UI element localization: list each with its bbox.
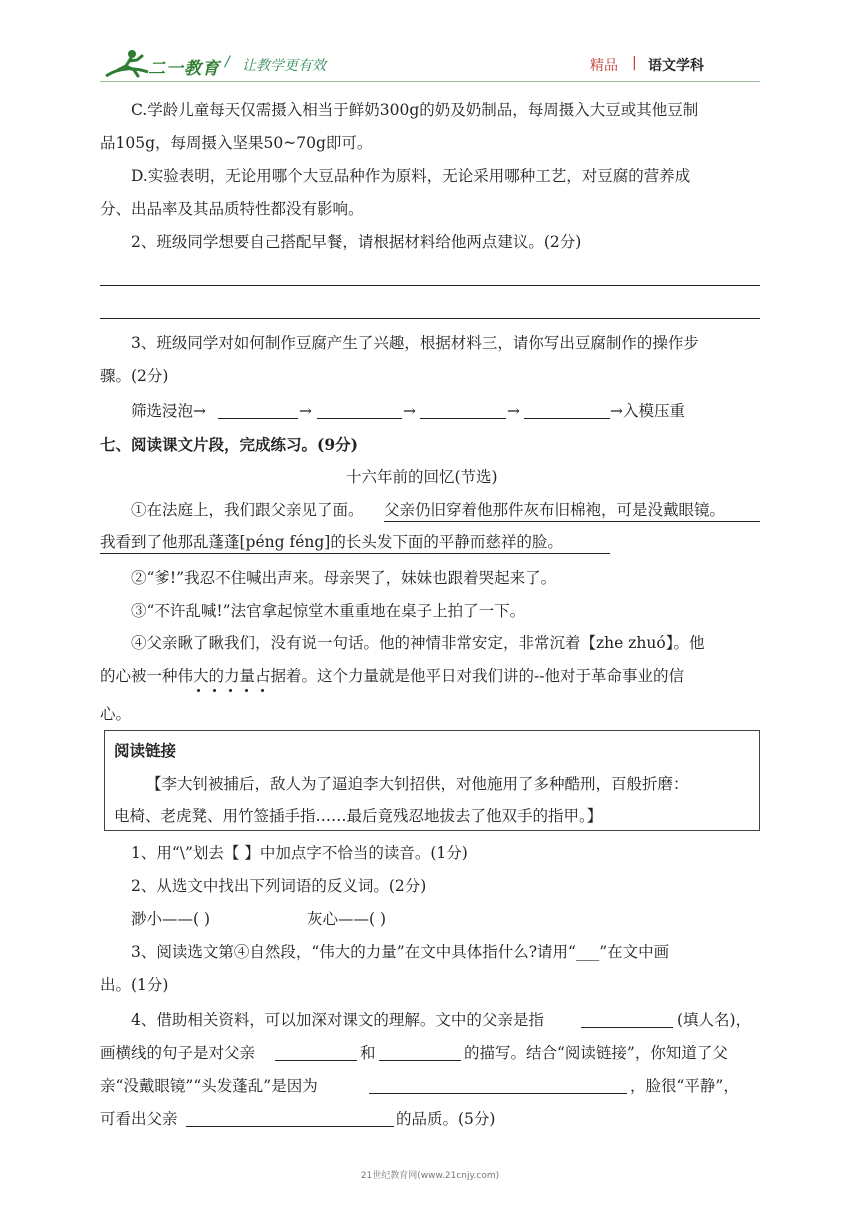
option-d-line1: D.实验表明，无论用哪个大豆品种作为原料，无论采用哪种工艺，对豆腐的营养成 <box>131 167 691 185</box>
tag-premium: 精品 <box>590 58 618 74</box>
paragraph-1b-underlined: 父亲仍旧穿着他那件灰布旧棉袍，可是没戴眼镜。 <box>384 501 726 519</box>
tag-separator: | <box>632 55 637 71</box>
exercise-4-line4b: 的品质。(5分) <box>396 1110 496 1128</box>
page-header <box>0 0 860 90</box>
exercise-4-line1b: (填人名)， <box>677 1011 752 1029</box>
exercise-2: 2、从选文中找出下列词语的反义词。(2分) <box>131 877 427 895</box>
section-7-heading: 七、阅读课文片段，完成练习。(9分) <box>100 435 358 454</box>
reading-link-line1: 【李大钊被捕后，敌人为了逼迫李大钊招供，对他施用了多种酷刑，百般折磨： <box>146 775 689 793</box>
emphasis-dot <box>197 689 200 692</box>
paragraph-4-line3: 心。 <box>100 705 132 723</box>
exercise-4-line3b: ，脸很“平静”， <box>630 1077 739 1095</box>
reading-link-line2: 电椅、老虎凳、用竹签插手指……最后竟残忍地拔去了他双手的指甲。】 <box>114 807 603 825</box>
exercise-4-line1a: 4、借助相关资料，可以加深对课文的理解。文中的父亲是指 <box>131 1011 544 1029</box>
exercise-4-line2c: 的描写。结合“阅读链接”，你知道了父 <box>464 1044 728 1062</box>
slogan: 让教学更有效 <box>242 58 326 74</box>
emphasis-dot <box>245 689 248 692</box>
emphasis-dot <box>213 689 216 692</box>
passage-title: 十六年前的回忆(节选) <box>346 468 498 486</box>
step-arrow-3: → <box>507 402 520 420</box>
exercise-4-line4a: 可看出父亲 <box>100 1110 178 1128</box>
page-footer: 21世纪教育网(www.21cnjy.com) <box>360 1171 500 1181</box>
option-c-line2: 品105g，每周摄入坚果50~70g即可。 <box>100 134 373 152</box>
tag-subject: 语文学科 <box>648 58 704 74</box>
answer-line-2[interactable] <box>100 318 760 319</box>
paragraph-4-line1: ④父亲瞅了瞅我们，没有说一句话。他的神情非常安定，非常沉着【zhe zhuó】。他 <box>131 634 705 652</box>
question-3-line1: 3、班级同学对如何制作豆腐产生了兴趣，根据材料三，请你写出豆腐制作的操作步 <box>131 334 699 352</box>
steps-start: 筛选浸泡→ <box>131 402 206 420</box>
paragraph-1a: ①在法庭上，我们跟父亲见了面。 <box>131 501 364 519</box>
question-3-line2: 骤。(2分) <box>100 367 169 385</box>
blank-description-2[interactable] <box>379 1060 461 1061</box>
exercise-3-line2: 出。(1分) <box>100 976 169 994</box>
answer-line-1[interactable] <box>100 285 760 286</box>
blank-person-name[interactable] <box>581 1027 673 1028</box>
exercise-4-line3a: 亲“没戴眼镜”“头发蓬乱”是因为 <box>100 1077 318 1095</box>
paragraph-1c-underlined: 我看到了他那乱蓬蓬[péng féng]的长头发下面的平静而慈祥的脸。 <box>100 533 563 551</box>
blank-description-1[interactable] <box>275 1060 357 1061</box>
header-divider <box>100 81 760 82</box>
emphasis-dot <box>261 689 264 692</box>
slogan-separator: / <box>225 54 230 70</box>
exercise-4-line2a: 画横线的句子是对父亲 <box>100 1044 256 1062</box>
exercise-3-line1: 3、阅读选文第④自然段，“伟大的力量”在文中具体指什么?请用“___”在文中画 <box>131 943 670 961</box>
option-d-line2: 分、出品率及其品质特性都没有影响。 <box>100 200 364 218</box>
step-blank-3[interactable] <box>420 418 506 419</box>
step-blank-1[interactable] <box>218 418 298 419</box>
paragraph-2: ②“爹!”我忍不住喊出声来。母亲哭了，妹妹也跟着哭起来了。 <box>131 569 557 587</box>
step-blank-4[interactable] <box>524 418 610 419</box>
underline-1 <box>384 521 760 522</box>
blank-reason[interactable] <box>369 1093 627 1094</box>
steps-end: →入模压重 <box>610 402 685 420</box>
option-c-line1: C.学龄儿童每天仅需摄入相当于鲜奶300g的奶及奶制品，每周摄入大豆或其他豆制 <box>131 101 699 119</box>
blank-quality[interactable] <box>186 1126 394 1127</box>
step-blank-2[interactable] <box>317 418 402 419</box>
exercise-2-word-2: 灰心——( ) <box>307 910 387 928</box>
step-arrow-1: → <box>299 402 312 420</box>
logo-text: 二一教育 <box>148 59 220 79</box>
paragraph-3: ③“不许乱喊!”法官拿起惊堂木重重地在桌子上拍了一下。 <box>131 602 526 620</box>
exercise-4-line2b: 和 <box>360 1044 376 1062</box>
emphasis-dot <box>229 689 232 692</box>
step-arrow-2: → <box>403 402 416 420</box>
underline-2 <box>100 553 610 554</box>
paragraph-4-line2: 的心被一种伟大的力量占据着。这个力量就是他平日对我们讲的--他对于革命事业的信 <box>100 667 684 685</box>
reading-link-title: 阅读链接 <box>114 741 177 760</box>
question-2: 2、班级同学想要自己搭配早餐，请根据材料给他两点建议。(2分) <box>131 233 582 251</box>
exercise-2-word-1: 渺小——( ) <box>131 910 211 928</box>
exercise-1: 1、用“\”划去【 】中加点字不恰当的读音。(1分) <box>131 844 468 862</box>
